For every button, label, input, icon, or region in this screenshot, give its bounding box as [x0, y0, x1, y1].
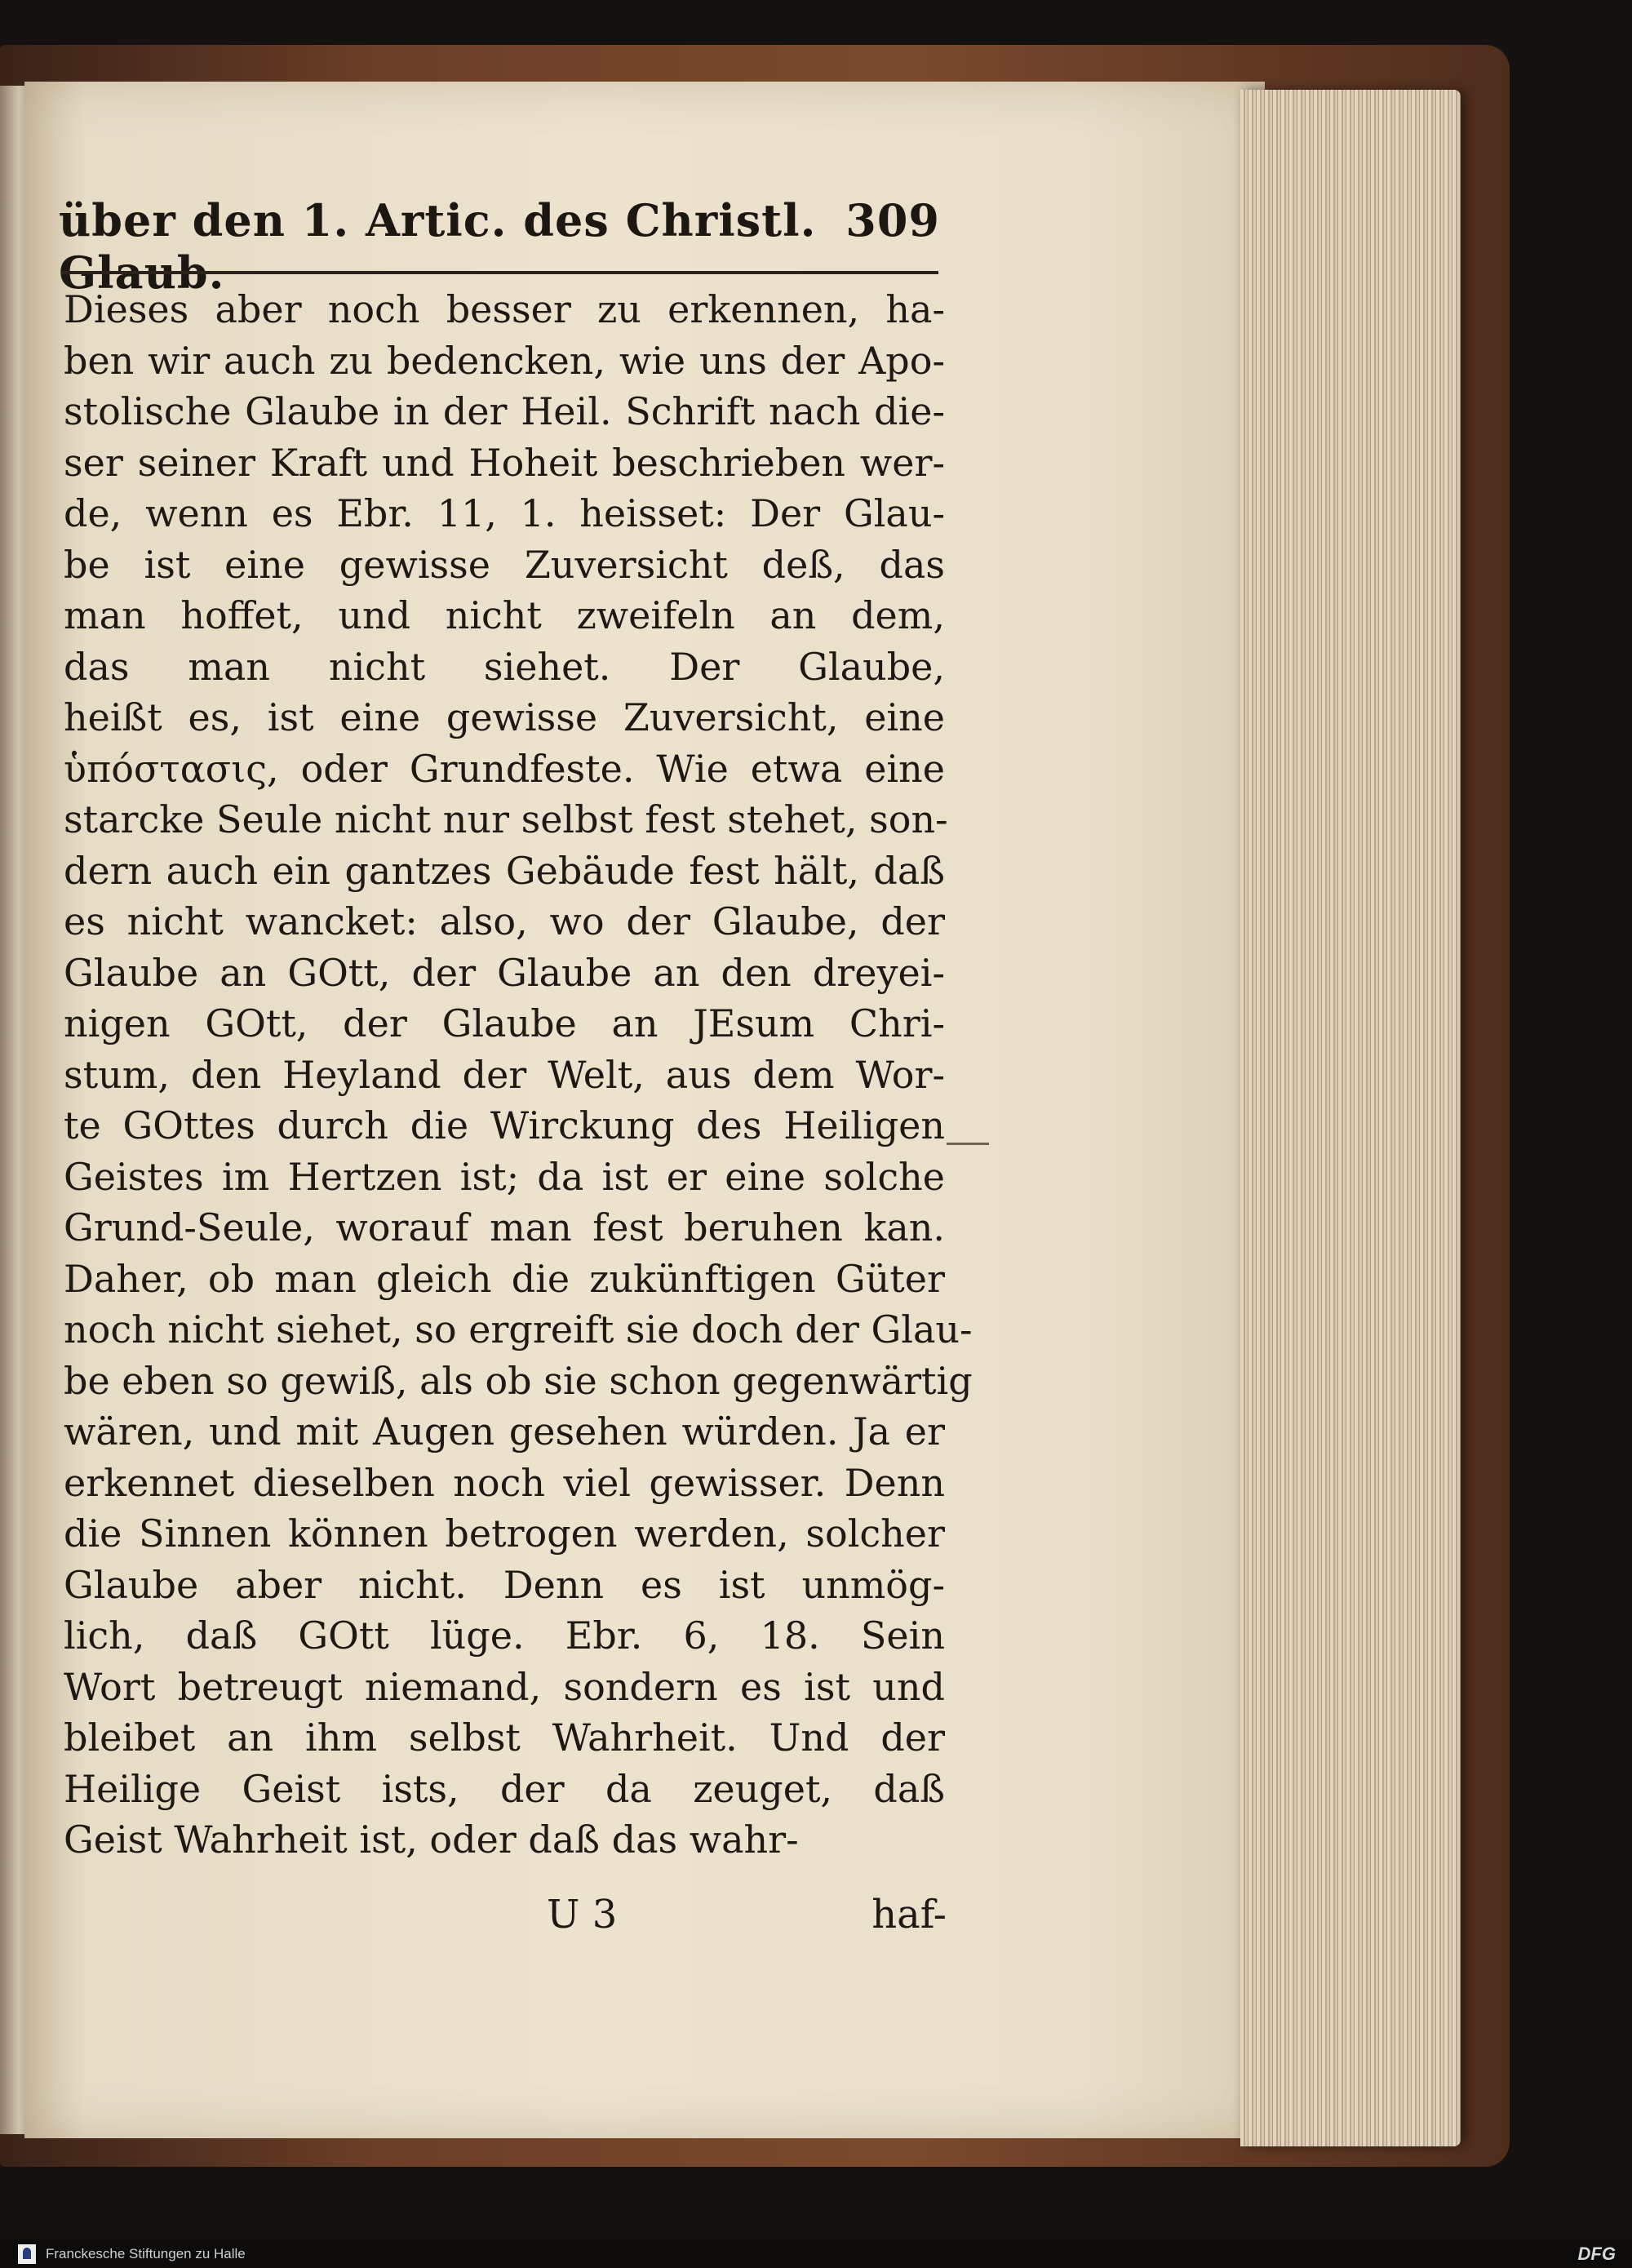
viewer-footer [0, 2239, 1632, 2268]
running-head [59, 194, 940, 299]
text-line: stolische Glaube in der Heil. Schrift nach die- [64, 389, 945, 433]
header-rule [61, 271, 938, 274]
text-line: Heilige Geist ists, der da zeuget, daß [64, 1766, 945, 1811]
text-line: Dieses aber noch besser zu erkennen, ha- [64, 287, 945, 331]
page-block-edges [1240, 90, 1461, 2146]
text-line: starcke Seule nicht nur selbst fest stehet, son- [64, 797, 948, 841]
text-line: ben wir auch zu bedencken, wie uns der Apo- [64, 338, 945, 383]
text-line: be ist eine gewisse Zuversicht deß, das [64, 542, 945, 587]
text-line: die Sinnen können betrogen werden, solcher [64, 1511, 945, 1556]
text-line: Wort betreugt niemand, sondern es ist und [64, 1664, 945, 1709]
page-number: 309 [845, 194, 940, 246]
margin-mark [947, 1143, 989, 1145]
text-line: man hoffet, und nicht zweifeln an dem, [64, 593, 945, 637]
text-line: noch nicht siehet, so ergreift sie doch der Glau- [64, 1307, 973, 1351]
text-line: lich, daß GOtt lüge. Ebr. 6, 18. Sein [64, 1613, 945, 1658]
page-text [64, 284, 973, 1866]
text-line: bleibet an ihm selbst Wahrheit. Und der [64, 1715, 945, 1760]
text-line: te GOttes durch die Wirckung des Heiligen [64, 1103, 945, 1147]
text-line: Glaube an GOtt, der Glaube an den dreyei- [64, 950, 945, 995]
text-line: Geistes im Hertzen ist; da ist er eine solche [64, 1154, 945, 1199]
text-line: de, wenn es Ebr. 11, 1. heisset: Der Glau- [64, 491, 945, 535]
text-line: Glaube aber nicht. Denn es ist unmög- [64, 1562, 945, 1607]
page-footer-marks [547, 1892, 947, 1937]
text-line: heißt es, ist eine gewisse Zuversicht, eine [64, 695, 945, 739]
text-line: stum, den Heyland der Welt, aus dem Wor- [64, 1052, 945, 1097]
running-head-title: über den 1. Artic. des Christl. Glaub. [59, 194, 817, 299]
text-line: es nicht wancket: also, wo der Glaube, der [64, 899, 945, 943]
text-line: erkennet dieselben noch viel gewisser. Denn [64, 1460, 945, 1505]
institution-name: Franckesche Stiftungen zu Halle [46, 2245, 246, 2261]
text-line: Geist Wahrheit ist, oder daß das wahr- [64, 1818, 799, 1862]
signature-mark: U 3 [547, 1892, 618, 1937]
text-line: das man nicht siehet. Der Glaube, [64, 644, 945, 689]
dfg-logo: DFG [1577, 2243, 1616, 2264]
institution-logo-icon [18, 2244, 36, 2264]
text-line: Daher, ob man gleich die zukünftigen Güter [64, 1256, 945, 1301]
text-line: wären, und mit Augen gesehen würden. Ja er [64, 1409, 945, 1454]
text-line: dern auch ein gantzes Gebäude fest hält, daß [64, 848, 945, 893]
text-line: ser seiner Kraft und Hoheit beschrieben wer- [64, 440, 945, 485]
catchword: haf- [871, 1892, 947, 1937]
text-line: ὑπόστασις, oder Grundfeste. Wie etwa eine [64, 746, 945, 791]
text-line: be eben so gewiß, als ob sie schon gegenwärtig [64, 1358, 973, 1403]
text-line: nigen GOtt, der Glaube an JEsum Chri- [64, 1001, 945, 1045]
text-line: Grund-Seule, worauf man fest beruhen kan. [64, 1205, 945, 1249]
